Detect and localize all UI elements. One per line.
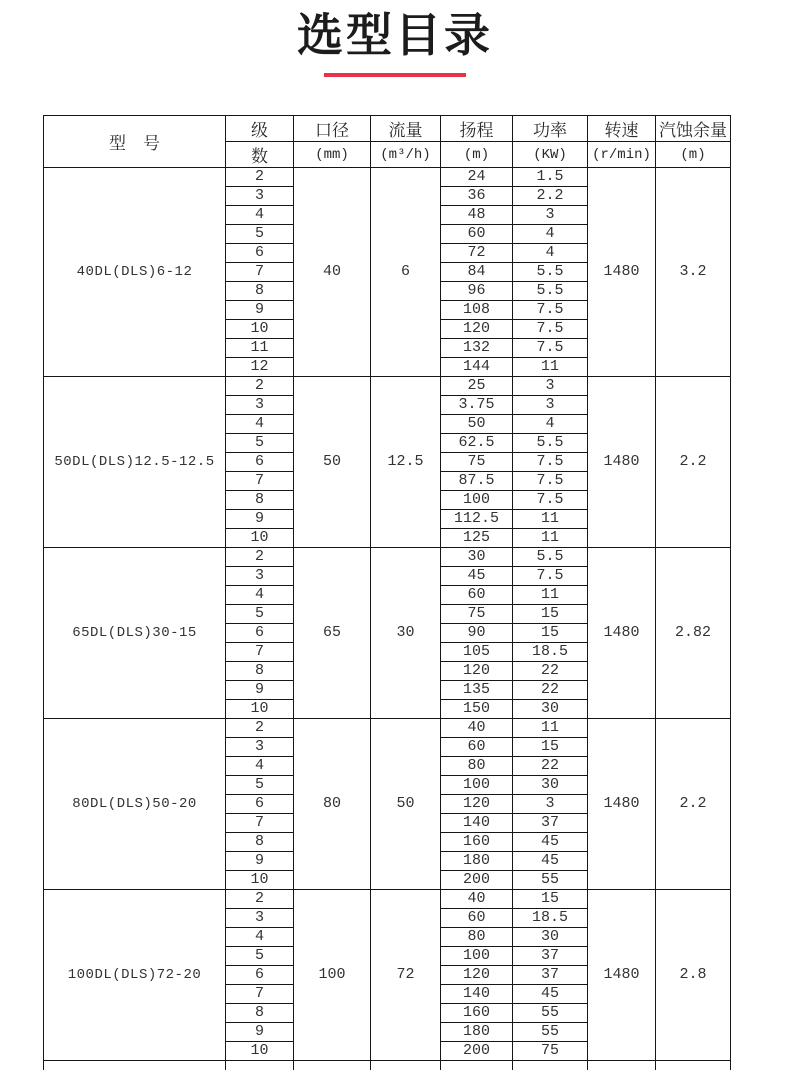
header-stages: 级 [226, 116, 294, 142]
header-power-unit: (KW) [513, 142, 588, 168]
stages-cell: 4 [226, 206, 294, 225]
power-cell: 3 [513, 795, 588, 814]
stages-cell: 5 [226, 225, 294, 244]
power-cell: 7.5 [513, 567, 588, 586]
model-cell: 40DL(DLS)6-12 [44, 168, 226, 377]
model-cell: 100DL(DLS)72-20 [44, 890, 226, 1061]
stages-cell: 8 [226, 282, 294, 301]
head-cell: 100 [441, 776, 513, 795]
head-cell: 200 [441, 871, 513, 890]
stages-cell: 8 [226, 1004, 294, 1023]
header-flow-unit: (m³/h) [371, 142, 441, 168]
header-diameter: 口径 [294, 116, 371, 142]
npsh-cell: 2.82 [656, 548, 731, 719]
head-cell: 132 [441, 339, 513, 358]
head-cell: 160 [441, 1004, 513, 1023]
head-cell: 90 [441, 624, 513, 643]
stages-cell: 9 [226, 301, 294, 320]
power-cell: 18.5 [513, 909, 588, 928]
clipped-cell [226, 1061, 294, 1070]
power-cell: 7.5 [513, 453, 588, 472]
stages-cell: 4 [226, 928, 294, 947]
power-cell: 7.5 [513, 339, 588, 358]
header-diameter-unit: (mm) [294, 142, 371, 168]
page-title: 选型目录 [297, 9, 493, 61]
head-cell: 180 [441, 1023, 513, 1042]
power-cell: 18.5 [513, 643, 588, 662]
power-cell: 45 [513, 833, 588, 852]
head-cell: 100 [441, 947, 513, 966]
npsh-cell: 2.8 [656, 890, 731, 1061]
head-cell: 100 [441, 491, 513, 510]
clipped-row [44, 1061, 731, 1070]
npsh-cell: 2.2 [656, 377, 731, 548]
head-cell: 80 [441, 928, 513, 947]
power-cell: 55 [513, 1023, 588, 1042]
power-cell: 5.5 [513, 263, 588, 282]
head-cell: 112.5 [441, 510, 513, 529]
head-cell: 50 [441, 415, 513, 434]
power-cell: 15 [513, 605, 588, 624]
stages-cell: 6 [226, 624, 294, 643]
power-cell: 15 [513, 890, 588, 909]
stages-cell: 6 [226, 453, 294, 472]
head-cell: 25 [441, 377, 513, 396]
power-cell: 37 [513, 814, 588, 833]
head-cell: 87.5 [441, 472, 513, 491]
power-cell: 37 [513, 947, 588, 966]
stages-cell: 6 [226, 244, 294, 263]
power-cell: 11 [513, 358, 588, 377]
diameter-cell: 65 [294, 548, 371, 719]
table-row [44, 548, 731, 567]
clipped-cell [441, 1061, 513, 1070]
power-cell: 22 [513, 757, 588, 776]
power-cell: 4 [513, 225, 588, 244]
power-cell: 45 [513, 985, 588, 1004]
head-cell: 60 [441, 225, 513, 244]
head-cell: 120 [441, 795, 513, 814]
head-cell: 120 [441, 662, 513, 681]
table-row [44, 168, 731, 187]
head-cell: 60 [441, 909, 513, 928]
power-cell: 11 [513, 510, 588, 529]
diameter-cell: 40 [294, 168, 371, 377]
stages-cell: 3 [226, 738, 294, 757]
power-cell: 55 [513, 871, 588, 890]
power-cell: 11 [513, 719, 588, 738]
header-npsh-unit: (m) [656, 142, 731, 168]
head-cell: 36 [441, 187, 513, 206]
head-cell: 45 [441, 567, 513, 586]
power-cell: 55 [513, 1004, 588, 1023]
stages-cell: 10 [226, 529, 294, 548]
head-cell: 72 [441, 244, 513, 263]
head-cell: 150 [441, 700, 513, 719]
header-row-top [44, 116, 731, 142]
head-cell: 180 [441, 852, 513, 871]
header-head-unit: (m) [441, 142, 513, 168]
stages-cell: 7 [226, 643, 294, 662]
head-cell: 105 [441, 643, 513, 662]
stages-cell: 7 [226, 472, 294, 491]
clipped-cell [656, 1061, 731, 1070]
stages-cell: 8 [226, 662, 294, 681]
head-cell: 120 [441, 966, 513, 985]
power-cell: 30 [513, 776, 588, 795]
flow-cell: 50 [371, 719, 441, 890]
stages-cell: 6 [226, 966, 294, 985]
power-cell: 7.5 [513, 472, 588, 491]
table-header [44, 116, 731, 168]
power-cell: 45 [513, 852, 588, 871]
stages-cell: 7 [226, 985, 294, 1004]
header-stages-bottom: 数 [226, 142, 294, 168]
stages-cell: 7 [226, 814, 294, 833]
table-row [44, 890, 731, 909]
head-cell: 24 [441, 168, 513, 187]
clipped-cell [44, 1061, 226, 1070]
head-cell: 84 [441, 263, 513, 282]
stages-cell: 3 [226, 909, 294, 928]
power-cell: 1.5 [513, 168, 588, 187]
power-cell: 7.5 [513, 491, 588, 510]
stages-cell: 5 [226, 434, 294, 453]
power-cell: 11 [513, 529, 588, 548]
head-cell: 108 [441, 301, 513, 320]
head-cell: 60 [441, 738, 513, 757]
pump-selection-table [43, 115, 731, 1070]
clipped-cell [371, 1061, 441, 1070]
head-cell: 3.75 [441, 396, 513, 415]
power-cell: 30 [513, 700, 588, 719]
stages-cell: 4 [226, 415, 294, 434]
model-cell: 65DL(DLS)30-15 [44, 548, 226, 719]
header-model: 型 号 [44, 116, 226, 168]
head-cell: 120 [441, 320, 513, 339]
stages-cell: 9 [226, 510, 294, 529]
head-cell: 140 [441, 985, 513, 1004]
speed-cell: 1480 [588, 719, 656, 890]
stages-cell: 8 [226, 491, 294, 510]
flow-cell: 6 [371, 168, 441, 377]
power-cell: 5.5 [513, 282, 588, 301]
power-cell: 11 [513, 586, 588, 605]
stages-cell: 5 [226, 947, 294, 966]
npsh-cell: 2.2 [656, 719, 731, 890]
head-cell: 125 [441, 529, 513, 548]
title-underline [324, 73, 466, 77]
speed-cell: 1480 [588, 168, 656, 377]
catalog-page [0, 6, 790, 1070]
power-cell: 3 [513, 396, 588, 415]
head-cell: 40 [441, 719, 513, 738]
stages-cell: 2 [226, 168, 294, 187]
head-cell: 40 [441, 890, 513, 909]
flow-cell: 12.5 [371, 377, 441, 548]
flow-cell: 30 [371, 548, 441, 719]
power-cell: 22 [513, 681, 588, 700]
diameter-cell: 50 [294, 377, 371, 548]
head-cell: 140 [441, 814, 513, 833]
head-cell: 60 [441, 586, 513, 605]
stages-cell: 10 [226, 871, 294, 890]
header-speed: 转速 [588, 116, 656, 142]
stages-cell: 7 [226, 263, 294, 282]
power-cell: 75 [513, 1042, 588, 1061]
power-cell: 4 [513, 244, 588, 263]
model-cell: 80DL(DLS)50-20 [44, 719, 226, 890]
head-cell: 135 [441, 681, 513, 700]
power-cell: 3 [513, 377, 588, 396]
head-cell: 48 [441, 206, 513, 225]
stages-cell: 5 [226, 605, 294, 624]
stages-cell: 5 [226, 776, 294, 795]
power-cell: 15 [513, 738, 588, 757]
head-cell: 80 [441, 757, 513, 776]
stages-cell: 10 [226, 320, 294, 339]
stages-cell: 11 [226, 339, 294, 358]
stages-cell: 3 [226, 396, 294, 415]
stages-cell: 3 [226, 187, 294, 206]
head-cell: 200 [441, 1042, 513, 1061]
head-cell: 75 [441, 453, 513, 472]
stages-cell: 12 [226, 358, 294, 377]
head-cell: 144 [441, 358, 513, 377]
head-cell: 160 [441, 833, 513, 852]
header-speed-unit: (r/min) [588, 142, 656, 168]
power-cell: 5.5 [513, 548, 588, 567]
stages-cell: 2 [226, 890, 294, 909]
header-power: 功率 [513, 116, 588, 142]
head-cell: 62.5 [441, 434, 513, 453]
power-cell: 4 [513, 415, 588, 434]
power-cell: 2.2 [513, 187, 588, 206]
stages-cell: 3 [226, 567, 294, 586]
power-cell: 7.5 [513, 301, 588, 320]
stages-cell: 2 [226, 719, 294, 738]
head-cell: 96 [441, 282, 513, 301]
head-cell: 30 [441, 548, 513, 567]
stages-cell: 4 [226, 586, 294, 605]
npsh-cell: 3.2 [656, 168, 731, 377]
speed-cell: 1480 [588, 890, 656, 1061]
diameter-cell: 100 [294, 890, 371, 1061]
stages-cell: 9 [226, 1023, 294, 1042]
clipped-cell [294, 1061, 371, 1070]
power-cell: 15 [513, 624, 588, 643]
stages-cell: 2 [226, 377, 294, 396]
table-body [44, 168, 731, 1070]
header-head: 扬程 [441, 116, 513, 142]
model-cell: 50DL(DLS)12.5-12.5 [44, 377, 226, 548]
stages-cell: 4 [226, 757, 294, 776]
header-flow: 流量 [371, 116, 441, 142]
stages-cell: 6 [226, 795, 294, 814]
table-row [44, 377, 731, 396]
flow-cell: 72 [371, 890, 441, 1061]
speed-cell: 1480 [588, 377, 656, 548]
head-cell: 75 [441, 605, 513, 624]
clipped-cell [513, 1061, 588, 1070]
power-cell: 30 [513, 928, 588, 947]
power-cell: 5.5 [513, 434, 588, 453]
stages-cell: 2 [226, 548, 294, 567]
stages-cell: 9 [226, 852, 294, 871]
speed-cell: 1480 [588, 548, 656, 719]
power-cell: 37 [513, 966, 588, 985]
stages-cell: 8 [226, 833, 294, 852]
stages-cell: 10 [226, 700, 294, 719]
stages-cell: 10 [226, 1042, 294, 1061]
table-row [44, 719, 731, 738]
header-npsh: 汽蚀余量 [656, 116, 731, 142]
power-cell: 3 [513, 206, 588, 225]
clipped-cell [588, 1061, 656, 1070]
power-cell: 22 [513, 662, 588, 681]
diameter-cell: 80 [294, 719, 371, 890]
stages-cell: 9 [226, 681, 294, 700]
power-cell: 7.5 [513, 320, 588, 339]
